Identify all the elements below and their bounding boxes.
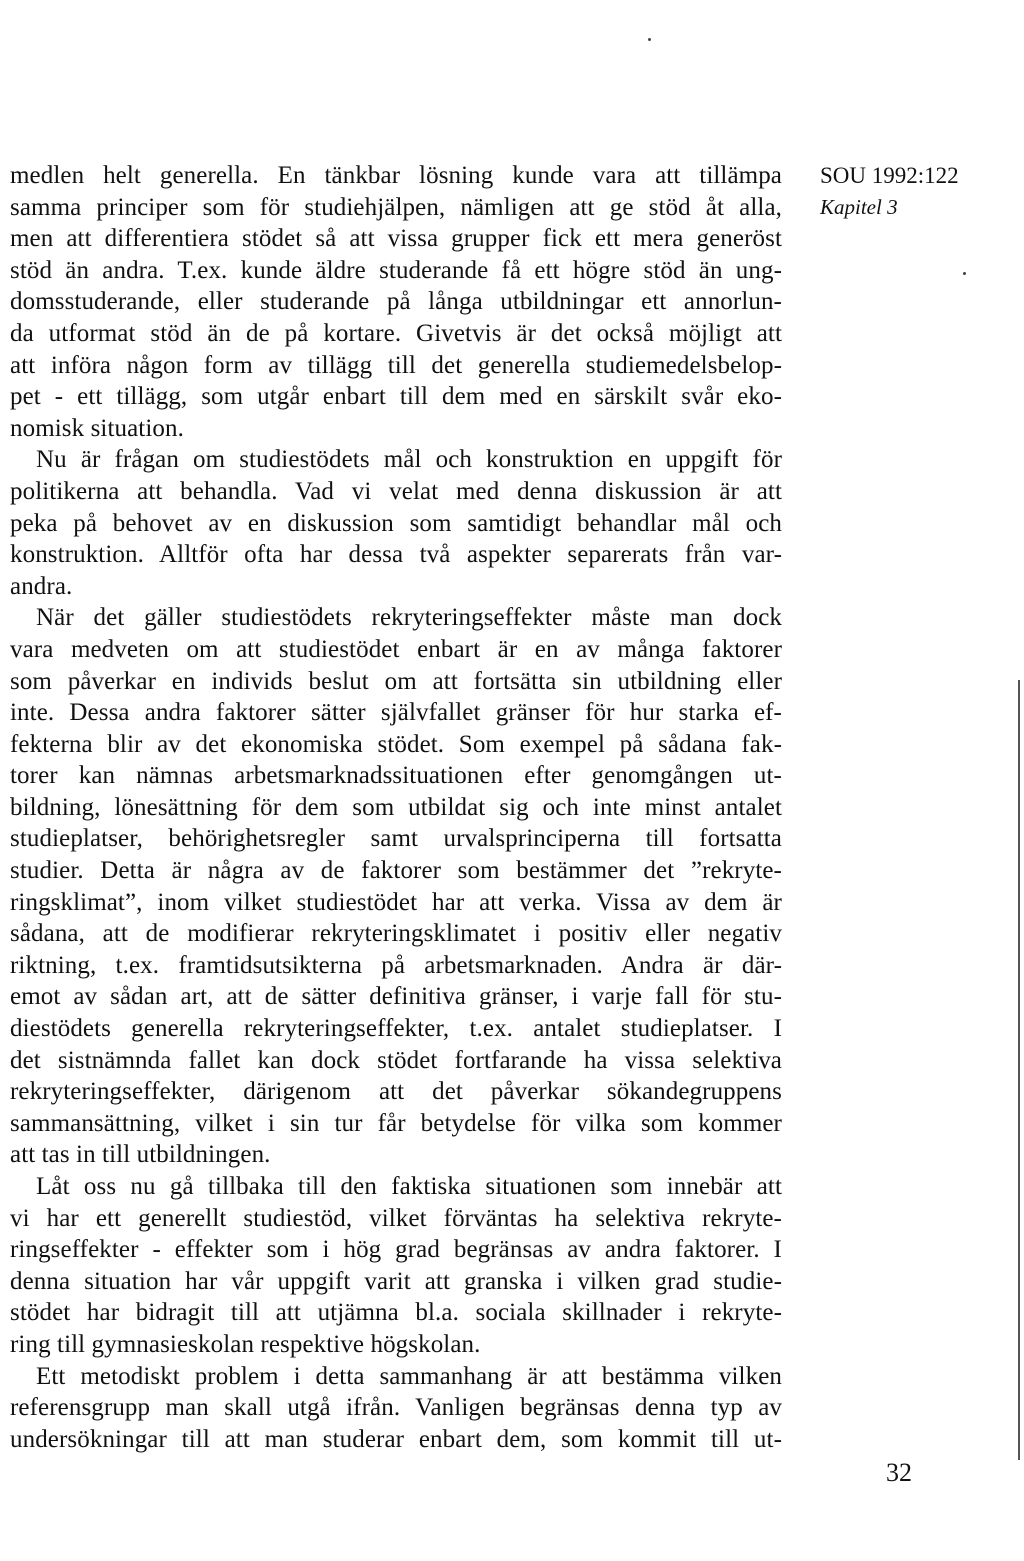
text-line: konstruktion. Alltför ofta har dessa två aspekter separerats från var- [10, 541, 782, 569]
text-line: undersökningar till att man studerar enbart dem, som kommit till ut- [10, 1425, 782, 1453]
paragraph [10, 160, 782, 444]
text-line: diestödets generella rekryteringseffekter, t.ex. antalet studieplatser. I [10, 1015, 782, 1043]
text-line: denna situation har vår uppgift varit att granska i vilken grad studie- [10, 1267, 782, 1295]
text-line: vi har ett generellt studiestöd, vilket förväntas ha selektiva rekryte- [10, 1204, 782, 1232]
text-line: inte. Dessa andra faktorer sätter självfallet gränser för hur starka ef- [10, 699, 782, 727]
text-line: stöd än andra. T.ex. kunde äldre studerande få ett högre stöd än ung- [10, 256, 782, 284]
scan-speck [963, 272, 966, 275]
text-line: nomisk situation. [10, 414, 184, 442]
text-line: pet - ett tillägg, som utgår enbart till dem med en särskilt svår eko- [10, 383, 782, 411]
page-number: 32 [886, 1458, 912, 1487]
text-line: referensgrupp man skall utgå ifrån. Vanligen begränsas denna typ av [10, 1394, 782, 1422]
paragraph [10, 444, 782, 602]
paragraph [10, 602, 782, 1171]
text-line: samma principer som för studiehjälpen, nämligen att ge stöd åt alla, [10, 193, 782, 221]
text-line: Ett metodiskt problem i detta sammanhang är att bestämma vilken [36, 1362, 782, 1390]
text-line: emot av sådan art, att de sätter definitiva gränser, i varje fall för stu- [10, 983, 782, 1011]
body-text [10, 160, 782, 1455]
text-line: da utformat stöd än de på kortare. Givetvis är det också möjligt att [10, 319, 782, 347]
text-line: studieplatser, behörighetsregler samt urvalsprinciperna till fortsatta [10, 825, 782, 853]
margin-header [820, 160, 1000, 223]
text-line: att tas in till utbildningen. [10, 1141, 271, 1169]
text-line: peka på behovet av en diskussion som samtidigt behandlar mål och [10, 509, 782, 537]
text-line: domsstuderande, eller studerande på långa utbildningar ett annorlun- [10, 288, 782, 316]
text-line: det sistnämnda fallet kan dock stödet fortfarande ha vissa selektiva [10, 1046, 782, 1074]
text-line: men att differentiera stödet så att vissa grupper fick ett mera generöst [10, 225, 782, 253]
text-line: andra. [10, 572, 73, 600]
text-line: Nu är frågan om studiestödets mål och konstruktion en uppgift för [36, 446, 782, 474]
text-line: riktning, t.ex. framtidsutsikterna på arbetsmarknaden. Andra är där- [10, 951, 782, 979]
text-line: sammansättning, vilket i sin tur får betydelse för vilka som kommer [10, 1109, 782, 1137]
text-line: ringsklimat”, inom vilket studiestödet har att verka. Vissa av dem är [10, 888, 782, 916]
text-line: fekterna blir av det ekonomiska stödet. Som exempel på sådana fak- [10, 730, 782, 758]
text-line: som påverkar en individs beslut om att fortsätta sin utbildning eller [10, 667, 782, 695]
text-line: studier. Detta är några av de faktorer som bestämmer det ”rekryte- [10, 857, 782, 885]
text-line: När det gäller studiestödets rekryteringseffekter måste man dock [36, 604, 782, 632]
text-line: politikerna att behandla. Vad vi velat med denna diskussion är att [10, 477, 782, 505]
scan-speck [648, 38, 651, 41]
scan-edge-line [1018, 680, 1020, 1460]
text-line: torer kan nämnas arbetsmarknadssituationen efter genomgången ut- [10, 762, 782, 790]
text-line: bildning, lönesättning för dem som utbildat sig och inte minst antalet [10, 793, 782, 821]
text-line: ringseffekter - effekter som i hög grad begränsas av andra faktorer. I [10, 1236, 782, 1264]
text-line: sådana, att de modifierar rekryteringsklimatet i positiv eller negativ [10, 920, 782, 948]
text-line: medlen helt generella. En tänkbar lösning kunde vara att tillämpa [10, 162, 782, 189]
text-line: ring till gymnasieskolan respektive högskolan. [10, 1330, 481, 1358]
text-line: rekryteringseffekter, därigenom att det påverkar sökandegruppens [10, 1078, 782, 1106]
paragraph [10, 1171, 782, 1361]
text-line: vara medveten om att studiestödet enbart är en av många faktorer [10, 635, 782, 663]
text-line: stödet har bidragit till att utjämna bl.a. sociala skillnader i rekryte- [10, 1299, 782, 1327]
text-line: Låt oss nu gå tillbaka till den faktiska situationen som innebär att [36, 1173, 782, 1200]
paragraph [10, 1361, 782, 1456]
report-reference: SOU 1992:122 [820, 163, 959, 188]
text-line: att införa någon form av tillägg till det generella studiemedelsbelop- [10, 351, 782, 379]
chapter-label: Kapitel 3 [820, 194, 898, 219]
